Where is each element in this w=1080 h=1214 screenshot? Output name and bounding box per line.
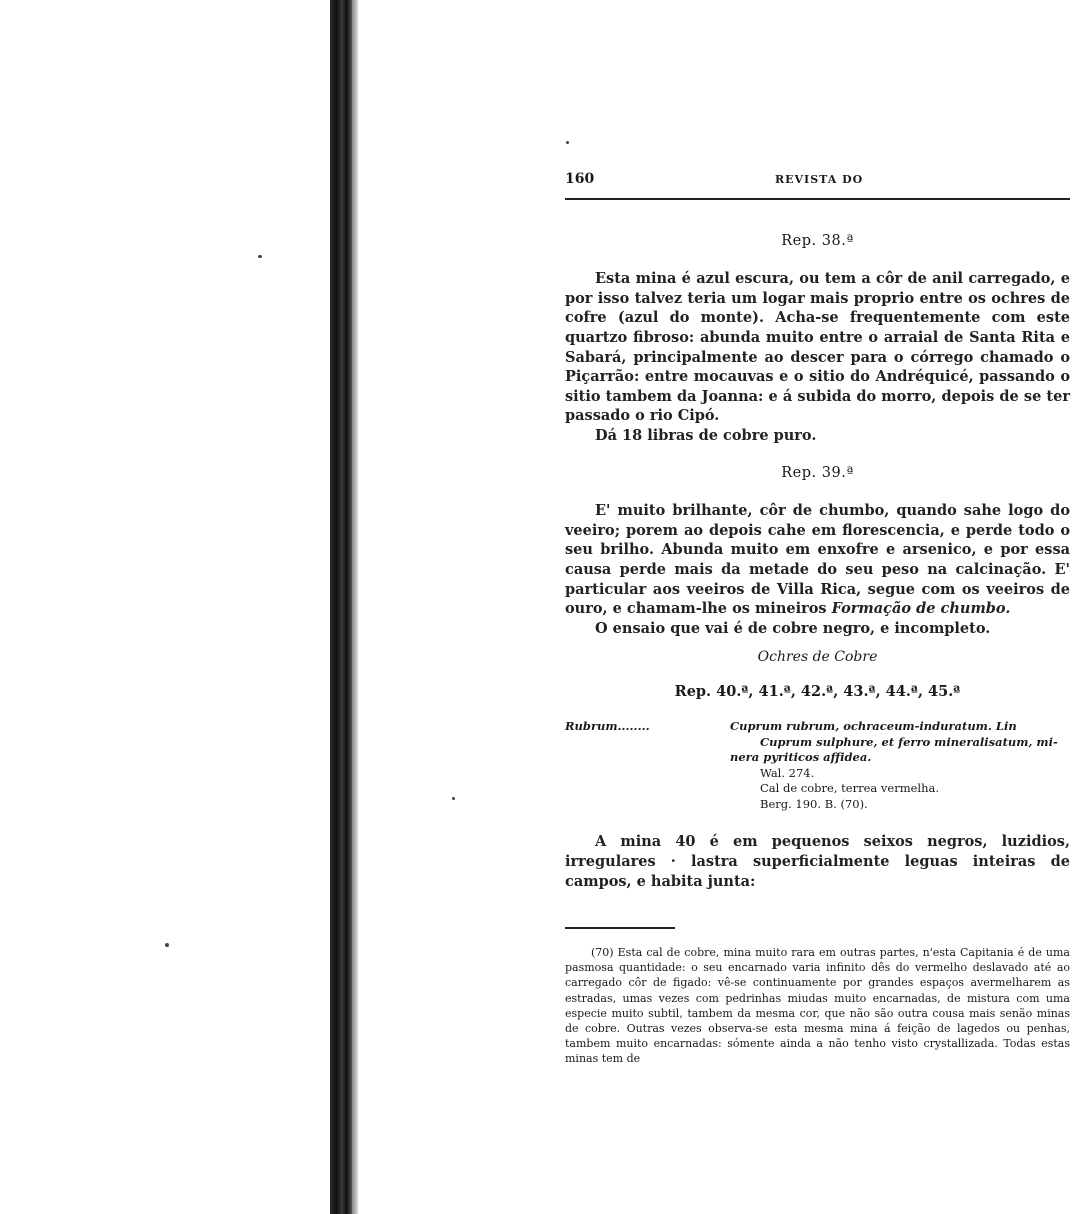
book-gutter — [330, 0, 352, 1214]
left-blank-page — [0, 0, 330, 1214]
gutter-edge — [352, 0, 358, 1214]
rep-38-paragraph: Esta mina é azul escura, ou tem a côr de anil carregado, e por isso talvez teria um logar mais proprio entre os ochres de cofre (azul do monte). Acha-se frequentemente com este quartzo fibroso: abunda muito entre o arraial de Santa Rita e Sabará, principalmente ao descer para o córrego chamado o Piçarrão: entre mocauvas e o sitio do Andréquicé, passando o sitio tambem da Joanna: e á subida do morro, depois de se ter passado o rio Cipó. — [565, 270, 1070, 425]
entry-line: Wal. 274. — [760, 765, 815, 780]
entry-lines — [730, 719, 1070, 812]
scan-speck — [258, 255, 262, 258]
entry-line: nera pyriticos affidea. — [730, 750, 872, 765]
scan-speck — [452, 797, 455, 800]
entry-line: Cal de cobre, terrea vermelha. — [760, 781, 939, 796]
rep-39-italic: Formação de chumbo. — [831, 600, 1011, 618]
scan-speck — [566, 141, 569, 144]
entry-label: Rubrum........ — [565, 719, 650, 734]
running-title: REVISTA DO — [775, 173, 864, 186]
document-page — [565, 170, 1070, 1066]
page-number: 160 — [565, 171, 595, 187]
entry-line: Berg. 190. B. (70). — [760, 796, 868, 811]
entry-line: Cuprum sulphure, et ferro mineralisatum, mi- — [760, 734, 1058, 749]
entry-line: Cuprum rubrum, ochraceum-induratum. Lin — [730, 719, 1017, 734]
rep-39-paragraph — [565, 501, 1070, 619]
scan-speck — [165, 943, 169, 947]
ochres-title: Ochres de Cobre — [757, 649, 878, 666]
rep-38-heading: Rep. 38.ª — [781, 232, 854, 249]
closing-paragraph: A mina 40 é em pequenos seixos negros, luzidios, irregulares · lastra superficialmente leguas inteiras de campos, e habita junta: — [565, 833, 1070, 890]
footnote-70: (70) Esta cal de cobre, mina muito rara em outras partes, n'esta Capitania é de uma pasmosa quantidade: o seu encarnado varia infinito dês do vermelho deslavado até ao carregado côr de figado: vê-se continuamente por grandes espaços avermelharem as estradas, umas vezes com pedrinhas miudas muito encarnadas, de mistura com uma especie muito subtil, tambem da mesma cor, que não são outra cousa mais senão minas de cobre. Outras vezes observa-se esta mesma mina á feição de lagedos ou penhas, tambem muito encarnadas: sómente ainda a não tenho visto crystallizada. Todas estas minas tem de — [565, 946, 1070, 1065]
rep-38-yield: Dá 18 libras de cobre puro. — [595, 426, 817, 444]
page-header — [565, 170, 1070, 200]
ochres-rep-list: Rep. 40.ª, 41.ª, 42.ª, 43.ª, 44.ª, 45.ª — [674, 682, 961, 700]
mineral-entry — [565, 719, 1070, 812]
rep-39-text: E' muito brilhante, côr de chumbo, quando sahe logo do veeiro; porem ao depois cahe em florescencia, e perde todo o seu brilho. Abunda muito em enxofre e arsenico, e por essa causa perde mais da metade do seu peso na calcinação. E' particular aos veeiros de Villa Rica, segue com os veeiros de ouro, e chamam-lhe os mineiros — [565, 502, 1070, 618]
rep-39-heading: Rep. 39.ª — [781, 464, 854, 481]
rep-39-assay: O ensaio que vai é de cobre negro, e incompleto. — [595, 619, 991, 637]
